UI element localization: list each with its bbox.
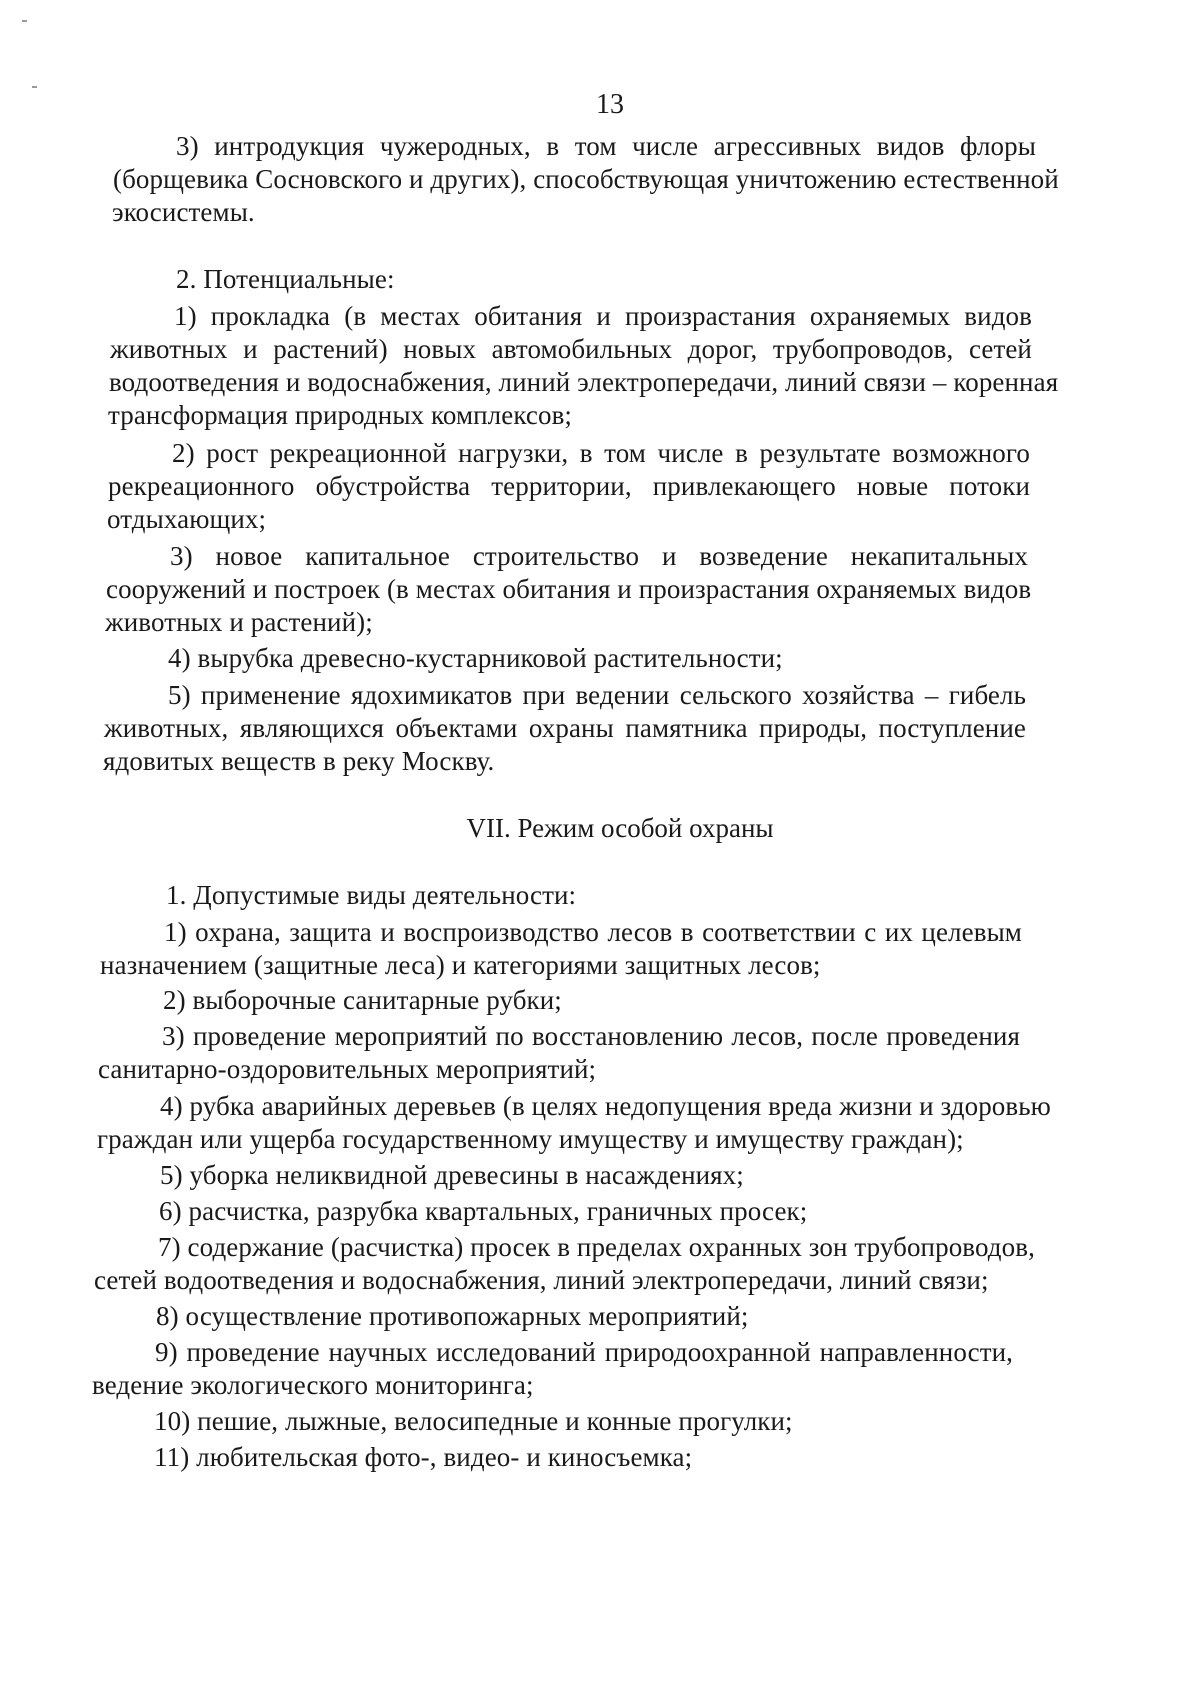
paragraph-line: сооружений и построек (в местах обитания и произрастания охраняемых видов: [106, 574, 1032, 604]
paragraph-line: 7) содержание (расчистка) просек в пределах охранных зон трубопроводов,: [158, 1232, 1035, 1262]
paragraph-line: ведение экологического мониторинга;: [92, 1370, 534, 1400]
paragraph-line: 11) любительская фото-, видео- и киносъемка;: [154, 1442, 693, 1472]
paragraph-line: 3) новое капитальное строительство и возведение некапитальных: [170, 541, 1028, 571]
paragraph-line: животных, являющихся объектами охраны памятника природы, поступление: [104, 713, 1026, 743]
subsection-title: 2. Потенциальные:: [176, 264, 395, 294]
paragraph-line: 5) применение ядохимикатов при ведении сельского хозяйства – гибель: [168, 680, 1026, 710]
paragraph-line: ядовитых веществ в реку Москву.: [103, 746, 495, 776]
paragraph-line: 8) осуществление противопожарных мероприятий;: [156, 1301, 749, 1331]
scan-artifact: [22, 20, 27, 22]
paragraph-line: назначением (защитные леса) и категориями защитных лесов;: [100, 950, 821, 980]
paragraph-line: 4) вырубка древесно-кустарниковой растительности;: [168, 643, 783, 673]
paragraph-line: 3) интродукция чужеродных, в том числе агрессивных видов флоры: [176, 131, 1036, 161]
paragraph-line: экосистемы.: [112, 197, 255, 227]
paragraph-line: 3) проведение мероприятий по восстановлению лесов, после проведения: [162, 1021, 1020, 1051]
paragraph-line: 1) охрана, защита и воспроизводство лесов в соответствии с их целевым: [164, 917, 1022, 947]
paragraph-line: рекреационного обустройства территории, привлекающего новые потоки: [108, 471, 1030, 501]
paragraph-line: 2) рост рекреационной нагрузки, в том числе в результате возможного: [172, 438, 1030, 468]
paragraph-line: граждан или ущерба государственному имуществу и имуществу граждан);: [97, 1124, 964, 1154]
paragraph-line: животных и растений) новых автомобильных дорог, трубопроводов, сетей: [110, 334, 1032, 364]
subsection-title: 1. Допустимые виды деятельности:: [166, 880, 577, 910]
paragraph-line: 1) прокладка (в местах обитания и произрастания охраняемых видов: [174, 301, 1032, 331]
paragraph-line: трансформация природных комплексов;: [108, 400, 573, 430]
paragraph-line: 5) уборка неликвидной древесины в насаждениях;: [160, 1160, 744, 1190]
paragraph-line: 2) выборочные санитарные рубки;: [163, 985, 562, 1015]
paragraph-line: животных и растений);: [105, 607, 373, 637]
page-number: 13: [596, 89, 624, 120]
paragraph-line: 4) рубка аварийных деревьев (в целях недопущения вреда жизни и здоровью: [160, 1091, 1051, 1121]
paragraph-line: 10) пешие, лыжные, велосипедные и конные прогулки;: [154, 1406, 793, 1436]
paragraph-line: сетей водоотведения и водоснабжения, линий электропередачи, линий связи;: [94, 1265, 989, 1295]
paragraph-line: 9) проведение научных исследований природоохранной направленности,: [155, 1337, 1013, 1367]
paragraph-line: (борщевика Сосновского и других), способствующая уничтожению естественной: [113, 164, 1059, 194]
paragraph-line: 6) расчистка, разрубка квартальных, граничных просек;: [159, 1196, 808, 1226]
paragraph-line: санитарно-оздоровительных мероприятий;: [98, 1054, 597, 1084]
section-heading: VII. Режим особой охраны: [466, 813, 774, 843]
paragraph-line: отдыхающих;: [107, 504, 267, 534]
paragraph-line: водоотведения и водоснабжения, линий электропередачи, линий связи – коренная: [109, 367, 1059, 397]
